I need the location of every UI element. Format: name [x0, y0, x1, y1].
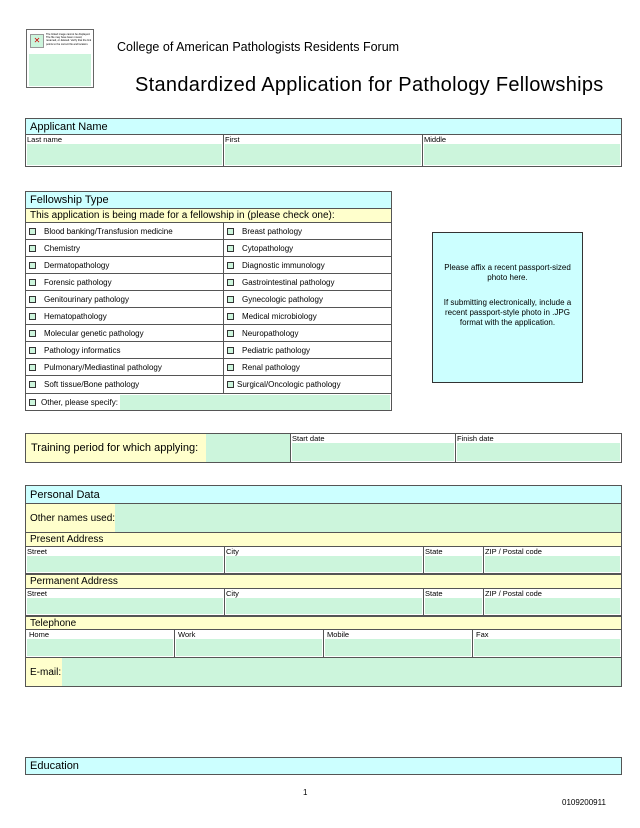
placeholder-text: The linked image cannot be displayed. The file may have been moved, renamed, or deleted. Verify that the link points to the correct file and location. [46, 33, 92, 46]
fellowship-checkbox[interactable] [29, 313, 36, 320]
fellowship-option-label: Chemistry [44, 243, 81, 253]
fellowship-option[interactable] [26, 325, 224, 342]
applicant-name-heading: Applicant Name [25, 118, 622, 135]
fellowship-checkbox[interactable] [227, 279, 234, 286]
fellowship-option[interactable] [224, 376, 391, 393]
other-names-input[interactable] [115, 504, 621, 532]
email-label: E-mail: [30, 666, 62, 678]
education-heading: Education [25, 757, 622, 775]
permanent-zip-label: ZIP / Postal code [485, 589, 542, 598]
permanent-city-input[interactable] [226, 598, 422, 614]
training-label: Training period for which applying: [31, 442, 199, 454]
fellowship-type-heading: Fellowship Type [25, 191, 392, 209]
other-names-label: Other names used: [30, 512, 116, 524]
last-name-input[interactable] [27, 144, 222, 165]
present-zip-cell [483, 546, 622, 574]
fellowship-option-label: Hematopathology [44, 311, 107, 321]
fellowship-option-label: Genitourinary pathology [44, 294, 129, 304]
permanent-zip-cell [483, 588, 622, 616]
broken-image-icon: ✕ [30, 34, 44, 48]
fellowship-option[interactable] [26, 257, 224, 274]
phone-work-label: Work [178, 630, 196, 639]
other-label: Other, please specify: [41, 397, 118, 407]
fellowship-option[interactable] [224, 308, 391, 325]
fellowship-option[interactable] [224, 223, 391, 240]
fellowship-option[interactable] [224, 291, 391, 308]
permanent-state-cell [423, 588, 484, 616]
fellowship-checkbox[interactable] [227, 364, 234, 371]
phone-mobile-cell [323, 629, 473, 658]
form-code: 0109200911 [562, 798, 606, 807]
fellowship-option-label: Cytopathology [242, 243, 294, 253]
last-name-label: Last name [27, 135, 63, 144]
first-name-input[interactable] [225, 144, 421, 165]
fellowship-option-label: Pediatric pathology [242, 345, 311, 355]
phone-mobile-input[interactable] [325, 639, 471, 656]
fellowship-option-label: Blood banking/Transfusion medicine [44, 226, 173, 236]
fellowship-checkbox[interactable] [29, 330, 36, 337]
fellowship-option-label: Diagnostic immunology [242, 260, 325, 270]
fellowship-option-label: Gastrointestinal pathology [242, 277, 335, 287]
fellowship-option-label: Pathology informatics [44, 345, 121, 355]
fellowship-option-label: Soft tissue/Bone pathology [44, 380, 140, 389]
present-street-input[interactable] [27, 556, 223, 572]
fellowship-option-label: Pulmonary/Mediastinal pathology [44, 362, 162, 372]
other-checkbox[interactable] [29, 399, 36, 406]
present-street-label: Street [27, 547, 48, 556]
present-zip-label: ZIP / Postal code [485, 547, 542, 556]
fellowship-checkbox[interactable] [227, 347, 234, 354]
training-label-cell [26, 434, 206, 462]
finish-date-label: Finish date [457, 434, 494, 443]
organization-name: College of American Pathologists Residents Forum [117, 40, 400, 54]
permanent-state-label: State [425, 589, 443, 598]
present-state-input[interactable] [425, 556, 482, 572]
page-number: 1 [303, 788, 308, 797]
fellowship-option-label: Neuropathology [242, 328, 299, 338]
fellowship-instruction: This application is being made for a fellowship in (please check one): [25, 208, 392, 223]
fellowship-option-label: Gynecologic pathology [242, 294, 323, 304]
finish-date-input[interactable] [457, 443, 620, 461]
permanent-address-heading: Permanent Address [25, 574, 622, 589]
fellowship-checkbox[interactable] [227, 262, 234, 269]
permanent-zip-input[interactable] [485, 598, 620, 614]
email-input[interactable] [62, 658, 621, 686]
other-specify-input[interactable] [120, 395, 390, 410]
fellowship-checkbox[interactable] [29, 279, 36, 286]
fellowship-option[interactable] [26, 274, 224, 291]
fellowship-option-label: Molecular genetic pathology [44, 328, 144, 338]
fellowship-option[interactable] [26, 240, 224, 257]
start-date-cell [290, 433, 456, 463]
middle-name-input[interactable] [424, 144, 620, 165]
fellowship-option[interactable] [26, 291, 224, 308]
start-date-label: Start date [292, 434, 325, 443]
fellowship-checkbox[interactable] [227, 228, 234, 235]
fellowship-option[interactable] [26, 308, 224, 325]
fellowship-option[interactable] [224, 359, 391, 376]
phone-work-cell [174, 629, 324, 658]
phone-home-label: Home [29, 630, 50, 639]
fellowship-option[interactable] [224, 325, 391, 342]
page-title: Standardized Application for Pathology Fellowships [135, 74, 604, 96]
fellowship-other-row [25, 393, 392, 411]
fellowship-option-label: Dermatopathology [44, 260, 110, 270]
present-address-heading: Present Address [25, 532, 622, 547]
fellowship-option[interactable] [26, 359, 224, 376]
present-state-cell [423, 546, 484, 574]
fellowship-option-label: Renal pathology [242, 362, 300, 372]
start-date-input[interactable] [292, 443, 454, 461]
permanent-street-input[interactable] [27, 598, 223, 614]
present-city-label: City [226, 547, 239, 556]
fellowship-option[interactable] [26, 342, 224, 359]
present-street-cell [25, 546, 225, 574]
finish-date-cell [455, 433, 622, 463]
phone-fax-label: Fax [476, 630, 489, 639]
fellowship-checkbox[interactable] [227, 245, 234, 252]
fellowship-option[interactable] [224, 240, 391, 257]
last-name-cell [25, 134, 224, 167]
fellowship-checkbox[interactable] [227, 330, 234, 337]
present-city-cell [224, 546, 424, 574]
fellowship-checkbox[interactable] [29, 381, 36, 388]
present-city-input[interactable] [226, 556, 422, 572]
fellowship-option-label: Medical microbiology [242, 311, 317, 321]
fellowship-option[interactable] [224, 257, 391, 274]
phone-fax-input[interactable] [474, 639, 620, 656]
fellowship-checkbox[interactable] [29, 245, 36, 252]
first-name-label: First [225, 135, 240, 144]
fellowship-option[interactable] [26, 223, 224, 240]
permanent-state-input[interactable] [425, 598, 482, 614]
permanent-street-cell [25, 588, 225, 616]
fellowship-checkbox[interactable] [227, 313, 234, 320]
fellowship-option[interactable] [26, 376, 224, 393]
email-label-cell [26, 658, 62, 686]
placeholder-fill [29, 54, 91, 86]
phone-home-cell [25, 629, 175, 658]
photo-placeholder [26, 29, 94, 88]
first-name-cell [223, 134, 423, 167]
fellowship-checkbox[interactable] [29, 228, 36, 235]
fellowship-option-label: Surgical/Oncologic pathology [237, 380, 341, 389]
fellowship-checkbox[interactable] [227, 296, 234, 303]
phone-home-input[interactable] [27, 639, 173, 656]
middle-name-label: Middle [424, 135, 447, 144]
fellowship-option-label: Breast pathology [242, 226, 303, 236]
fellowship-checkbox[interactable] [29, 296, 36, 303]
fellowship-checkbox[interactable] [29, 364, 36, 371]
fellowship-checkbox[interactable] [227, 381, 234, 388]
middle-name-cell [422, 134, 622, 167]
fellowship-checkbox[interactable] [29, 347, 36, 354]
passport-photo-box [432, 232, 583, 383]
fellowship-checkbox[interactable] [29, 262, 36, 269]
phone-fax-cell [472, 629, 622, 658]
present-state-label: State [425, 547, 443, 556]
permanent-street-label: Street [27, 589, 48, 598]
phone-work-input[interactable] [176, 639, 322, 656]
fellowship-grid [25, 222, 392, 394]
other-names-label-cell [26, 504, 115, 532]
permanent-city-cell [224, 588, 424, 616]
permanent-city-label: City [226, 589, 239, 598]
photo-instruction-2: If submitting electronically, include a recent passport-style photo in .JPG format with the application. [443, 298, 572, 327]
photo-instruction-1: Please affix a recent passport-sized photo here. [444, 263, 571, 282]
training-blank-input[interactable] [206, 434, 290, 462]
fellowship-option-label: Forensic pathology [44, 277, 112, 287]
personal-data-heading: Personal Data [25, 485, 622, 504]
phone-mobile-label: Mobile [327, 630, 350, 639]
fellowship-option[interactable] [224, 274, 391, 291]
telephone-heading: Telephone [25, 616, 622, 630]
present-zip-input[interactable] [485, 556, 620, 572]
fellowship-option[interactable] [224, 342, 391, 359]
